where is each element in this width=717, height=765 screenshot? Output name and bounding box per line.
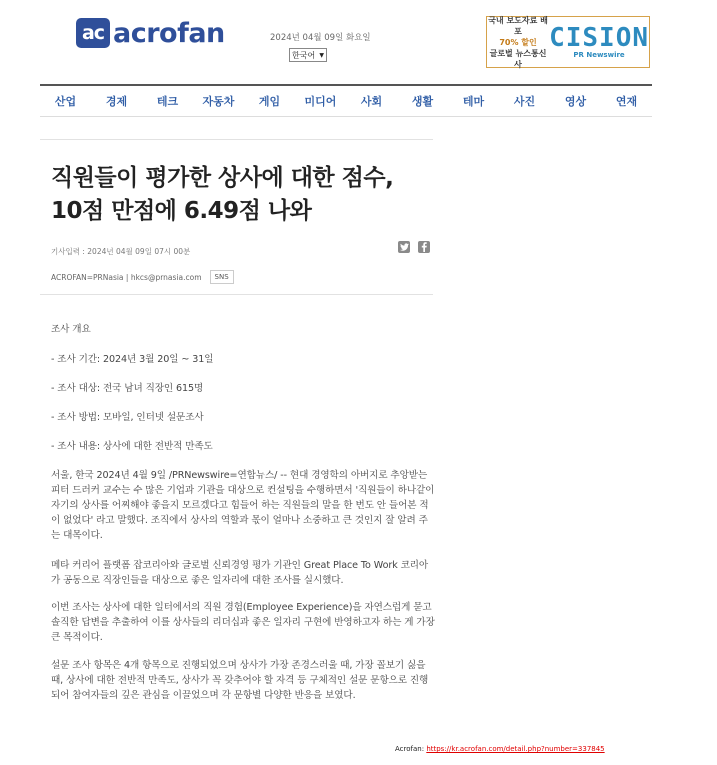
nav-item-photo[interactable]: 사진 — [513, 95, 536, 108]
paragraph: 이번 조사는 상사에 대한 일터에서의 직원 경험(Employee Experience)을 자연스럽게 묻고 솔직한 답변을 추출하여 이를 상사들의 리더십과 좋은 일자리 구현에 반영하고자 하는 게 가장 큰 목적이다. — [51, 602, 435, 643]
nav-item-life[interactable]: 생활 — [411, 95, 434, 108]
language-value: 한국어 — [292, 50, 316, 60]
paragraph: 조사 개요 — [51, 324, 91, 335]
nav-bottom-border — [40, 116, 652, 117]
nav-item-media[interactable]: 미디어 — [304, 95, 337, 108]
share-icons — [398, 241, 430, 253]
source-label: Acrofan: — [395, 745, 425, 753]
ad-line-2: 70% 할인 — [499, 37, 537, 47]
chevron-down-icon: ▼ — [319, 51, 324, 59]
nav-item-tech[interactable]: 테크 — [156, 95, 179, 108]
language-select[interactable] — [289, 48, 327, 62]
source-credit — [395, 745, 605, 753]
article-author — [51, 270, 234, 284]
nav-item-video[interactable]: 영상 — [564, 95, 587, 108]
nav-top-border — [40, 84, 652, 86]
paragraph: - 조사 대상: 전국 남녀 직장인 615명 — [51, 383, 204, 394]
article-headline — [51, 162, 431, 228]
nav-item-game[interactable]: 게임 — [258, 95, 281, 108]
paragraph: 설문 조사 항목은 4개 항목으로 진행되었으며 상사가 가장 존경스러울 때, 가장 꼴보기 싫을 때, 상사에 대한 전반적 만족도, 상사가 꼭 갖추어야 할 자격 등 구체적인 설문 문항으로 진행되어 참여자들의 깊은 관심을 이끌었으며 각 문항별 다양한 반응을 보였다. — [51, 660, 429, 701]
facebook-icon[interactable] — [418, 241, 430, 253]
ad-line-3: 글로벌 뉴스통신사 — [489, 48, 547, 69]
logo-text: acrofan — [113, 17, 225, 49]
nav-item-theme[interactable]: 테마 — [462, 95, 485, 108]
paragraph: - 조사 방법: 모바일, 인터넷 설문조사 — [51, 412, 204, 423]
ad-brand: CISION — [549, 23, 649, 53]
ad-sub: PR Newswire — [573, 51, 625, 59]
divider — [40, 139, 433, 140]
paragraph: - 조사 내용: 상사에 대한 전반적 만족도 — [51, 441, 213, 452]
article-byline: 기사입력 : 2024년 04월 09일 07시 00분 — [51, 247, 191, 256]
nav-item-society[interactable]: 사회 — [360, 95, 383, 108]
ad-line-1: 국내 보도자료 배포 — [488, 15, 548, 36]
paragraph: 메타 커리어 플랫폼 잡코리아와 글로벌 신뢰경영 평가 기관인 Great Place To Work 코리아가 공동으로 직장인들을 대상으로 좋은 일자리에 대한 조사를 실시했다. — [51, 560, 429, 586]
main-nav — [40, 90, 652, 116]
headline-line-1: 직원들이 평가한 상사에 대한 점수, — [51, 165, 394, 191]
acrofan-logo[interactable] — [76, 16, 225, 50]
nav-item-auto[interactable]: 자동차 — [202, 95, 235, 108]
divider — [40, 294, 433, 295]
sns-button[interactable]: SNS — [210, 270, 234, 284]
cision-ad-banner[interactable] — [486, 16, 650, 68]
author-text: ACROFAN=PRNasia | hkcs@prnasia.com — [51, 272, 202, 282]
paragraph: - 조사 기간: 2024년 3월 20일 ~ 31일 — [51, 354, 214, 365]
nav-item-industry[interactable]: 산업 — [54, 95, 77, 108]
source-link[interactable]: https://kr.acrofan.com/detail.php?number=337845 — [426, 745, 605, 753]
logo-mark: ac — [76, 18, 110, 48]
twitter-icon[interactable] — [398, 241, 410, 253]
nav-item-economy[interactable]: 경제 — [105, 95, 128, 108]
nav-item-series[interactable]: 연재 — [615, 95, 638, 108]
paragraph: 서울, 한국 2024년 4월 9일 /PRNewswire=연합뉴스/ -- 현대 경영학의 아버지로 추앙받는 피터 드러커 교수는 수 많은 기업과 기관을 대상으로 컨설팅을 수행하면서 '직원들이 하나같이 자기의 상사를 어찌해야 좋을지 모르겠다고 힘들어 하는 직원들의 말을 한 번도 안 들어본 적이 없었다' 라고 말했다. 조직에서 상사의 역할과 몫이 얼마나 소중하고 큰 것인지 잘 알려 주는 대목이다. — [51, 470, 435, 541]
current-date: 2024년 04월 09일 화요일 — [270, 33, 371, 43]
headline-line-2: 10점 만점에 6.49점 나와 — [51, 198, 312, 224]
